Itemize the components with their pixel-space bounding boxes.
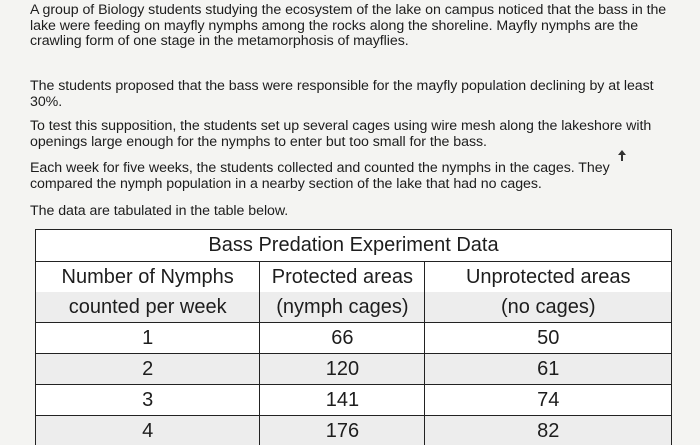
mouse-pointer-icon [617,150,627,162]
method-paragraph: To test this supposition, the students set up several cages using wire mesh along the lakeshore with openings large enough for the nymphs to enter but too small for the bass. [30,118,652,150]
hypothesis-paragraph: The students proposed that the bass were responsible for the mayfly population declining by at least 30%. [30,78,654,110]
unprotected-cell: 50 [425,323,672,354]
header-row-1 [36,262,672,293]
bass-predation-table [35,229,672,445]
protected-cell: 120 [260,354,425,385]
week-cell: 1 [36,323,260,354]
data-table-container [35,229,672,445]
table-title-row [36,230,672,262]
header-protected-sub: (nymph cages) [260,292,425,323]
table-row [36,323,672,354]
table-title: Bass Predation Experiment Data [36,230,672,262]
week-cell: 4 [36,416,260,445]
unprotected-cell: 61 [425,354,672,385]
table-row [36,416,672,445]
header-nymphs: Number of Nymphs [36,262,260,293]
header-protected: Protected areas [260,262,425,293]
table-intro-paragraph: The data are tabulated in the table below. [30,203,289,219]
week-cell: 3 [36,385,260,416]
unprotected-cell: 82 [425,416,672,445]
week-cell: 2 [36,354,260,385]
header-unprotected-sub: (no cages) [425,292,672,323]
unprotected-cell: 74 [425,385,672,416]
header-nymphs-sub: counted per week [36,292,260,323]
protected-cell: 141 [260,385,425,416]
intro-paragraph: A group of Biology students studying the ecosystem of the lake on campus noticed that the bass in the lake were feeding on mayfly nymphs among the rocks along the shoreline. Mayfly nymphs are the crawling form of one stage in the metamorphosis of mayflies. [30,2,667,49]
table-row [36,354,672,385]
header-unprotected: Unprotected areas [425,262,672,293]
table-row [36,385,672,416]
protected-cell: 66 [260,323,425,354]
header-row-2 [36,292,672,323]
protected-cell: 176 [260,416,425,445]
collection-paragraph: Each week for five weeks, the students collected and counted the nymphs in the cages. They compared the nymph population in a nearby section of the lake that had no cages. [30,160,610,192]
